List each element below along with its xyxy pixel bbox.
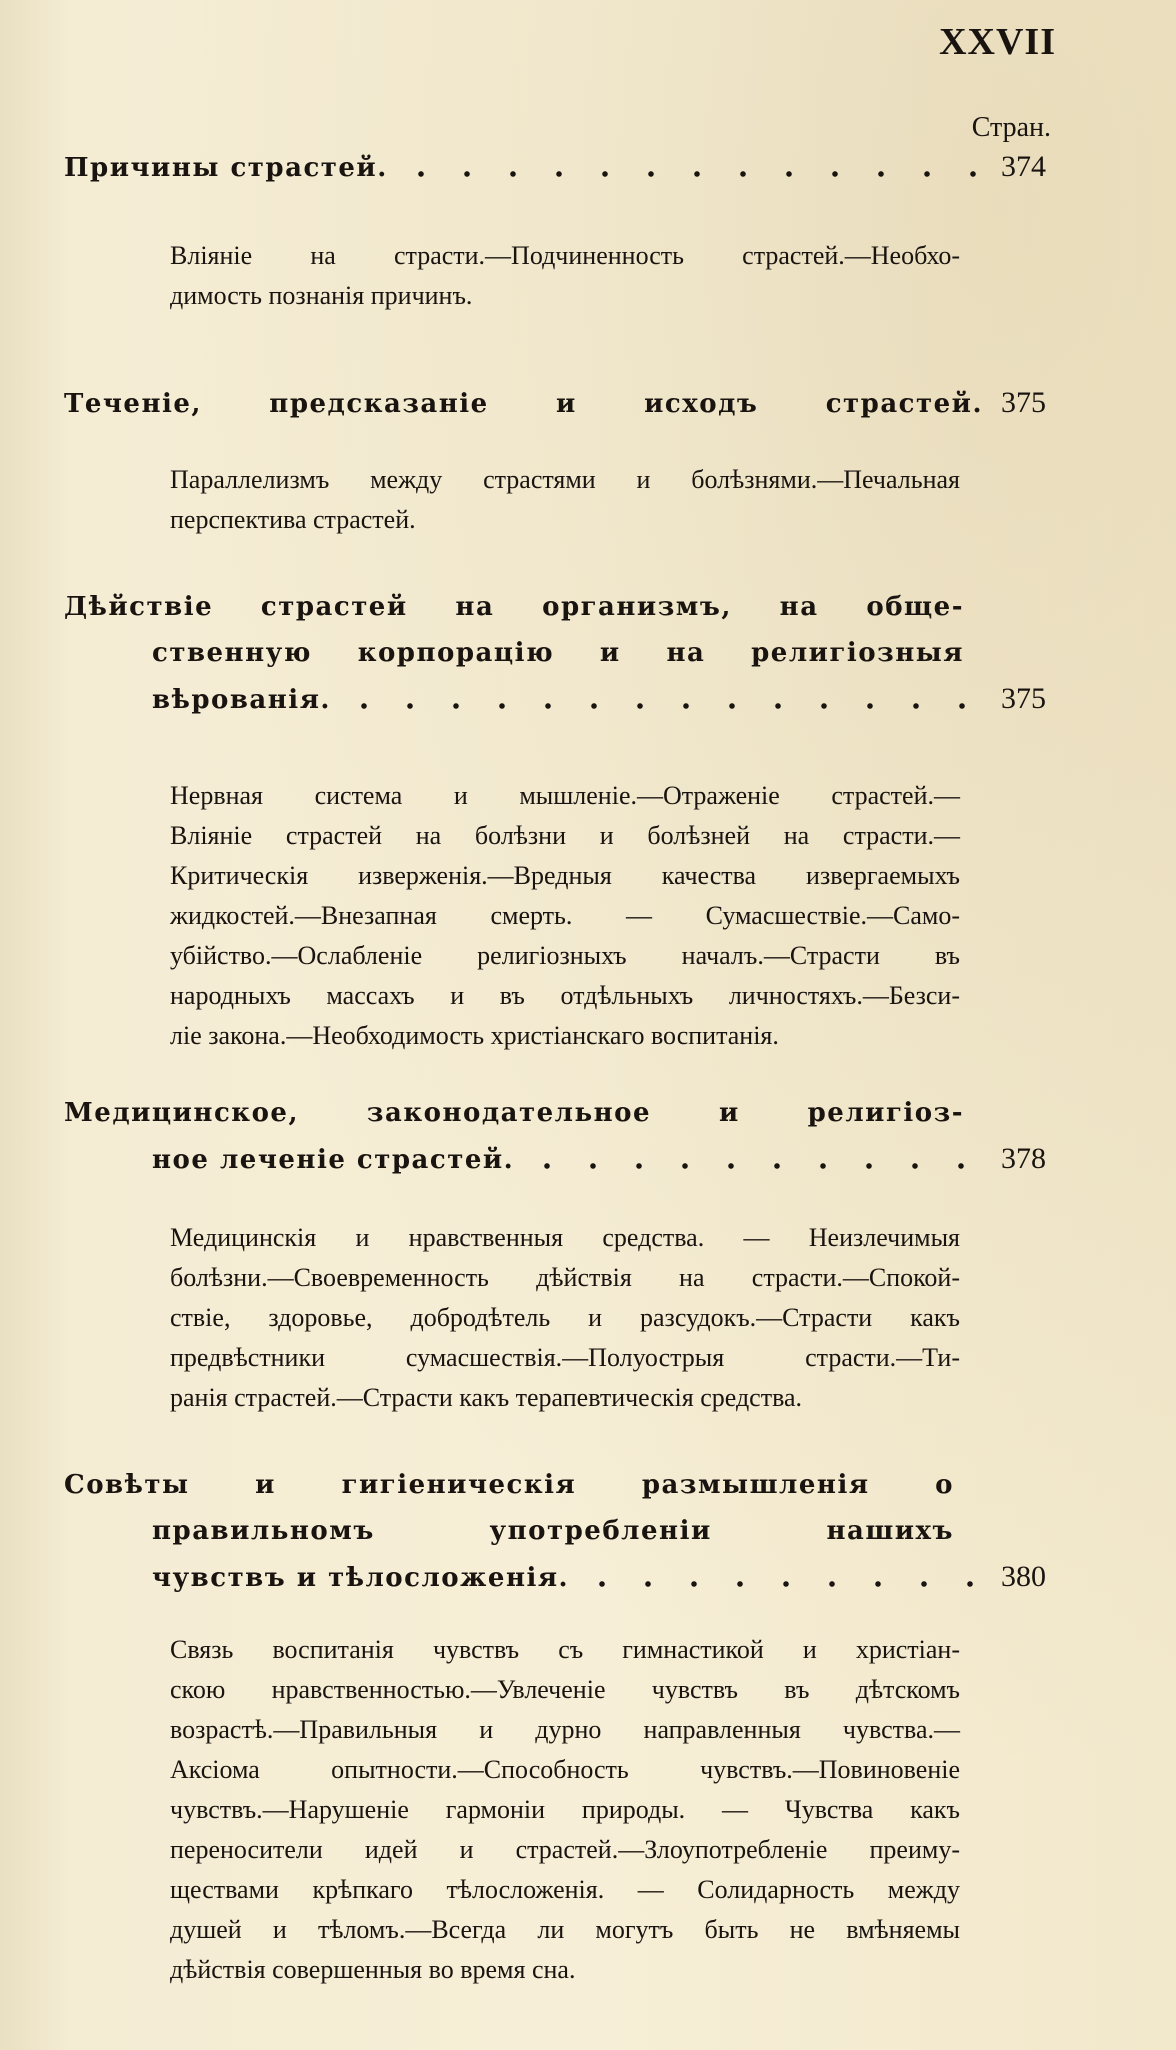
toc-entry-title-continued[interactable] [64,676,1046,723]
entry-title-line: Дѣйствіе страстей на организмъ, на обще- [64,592,964,622]
entry-title-line: правильномъ употребленіи нашихъ [152,1516,954,1546]
toc-entry-summary [170,460,960,540]
summary-line: Нервная система и мышленіе.—Отраженіе страстей.— [170,781,960,810]
toc-entry-title[interactable] [64,584,964,676]
summary-line: Аксіома опытности.—Способность чувствъ.—Повиновеніе [170,1755,960,1784]
entry-page-ref: 375 [1001,386,1046,419]
toc-entry-title-continued[interactable] [64,1554,1046,1601]
summary-line: Параллелизмъ между страстями и болѣзнями.—Печальная [170,465,960,494]
summary-line: ствіе, здоровье, добродѣтель и разсудокъ.—Страсти какъ [170,1303,960,1332]
summary-line: Вліяніе страстей на болѣзни и болѣзней на страсти.— [170,821,960,850]
entry-page-ref: 375 [1001,682,1046,715]
entry-title-text: чувствъ и тѣлосложенія. [152,1563,570,1593]
dot-leader [524,1162,991,1170]
toc-entry-title[interactable] [64,380,1046,427]
entry-title-text: Теченіе, предсказаніе и исходъ страстей. [64,389,983,419]
summary-line: чувствъ.—Нарушеніе гармоніи природы. — Чувства какъ [170,1795,960,1824]
summary-line: Медицинскія и нравственныя средства. — Неизлечимыя [170,1223,960,1252]
entry-page-ref: 378 [1001,1142,1046,1175]
entry-page-ref: 374 [1001,150,1046,183]
summary-line: перспектива страстей. [170,505,416,534]
dot-leader [341,702,991,710]
summary-line: жидкостей.—Внезапная смерть. — Сумасшествіе.—Само- [170,901,960,930]
entry-title-text: ное леченіе страстей. [152,1145,515,1175]
toc-entry-summary [170,1218,960,1418]
summary-line: ранія страстей.—Страсти какъ терапевтическія средства. [170,1383,803,1412]
summary-line: народныхъ массахъ и въ отдѣльныхъ личностяхъ.—Безси- [170,981,960,1010]
summary-line: переносители идей и страстей.—Злоупотребленіе преиму- [170,1835,960,1864]
summary-line: возрастѣ.—Правильныя и дурно направленныя чувства.— [170,1715,960,1744]
entry-title-line: Совѣты и гигіеническія размышленія о [64,1470,954,1500]
page-column-label: Стран. [971,112,1051,143]
toc-entry-summary [170,236,960,316]
dot-leader [579,1580,991,1588]
summary-line: скою нравственностью.—Увлеченіе чувствъ въ дѣтскомъ [170,1675,960,1704]
summary-line: ществами крѣпкаго тѣлосложенія. — Солидарность между [170,1875,960,1904]
summary-line: Критическія изверженія.—Вредныя качества извергаемыхъ [170,861,960,890]
toc-entry-title-continued[interactable] [64,1508,954,1554]
toc-entry-title[interactable] [64,144,1046,191]
entry-title-text: Причины страстей. [64,153,388,183]
dot-leader [398,170,991,178]
entry-page-ref: 380 [1001,1560,1046,1593]
summary-line: болѣзни.—Своевременность дѣйствія на страсти.—Спокой- [170,1263,960,1292]
entry-title-line: Медицинское, законодательное и религіоз- [64,1098,964,1128]
summary-line: душей и тѣломъ.—Всегда ли могутъ быть не вмѣняемы [170,1915,960,1944]
summary-line: димость познанія причинъ. [170,281,473,310]
entry-title-text: вѣрованія. [152,685,331,715]
summary-line: убійство.—Ослабленіе религіозныхъ началъ.—Страсти въ [170,941,960,970]
summary-line: Связь воспитанія чувствъ съ гимнастикой и христіан- [170,1635,960,1664]
page-number: XXVII [939,21,1056,63]
toc-entry-title[interactable] [64,1090,964,1136]
toc-entry-title[interactable] [64,1462,954,1508]
toc-entry-summary [170,1630,960,1990]
toc-entry-summary [170,776,960,1056]
entry-title-line: ственную корпорацію и на религіозныя [152,638,964,668]
summary-line: ліе закона.—Необходимость христіанскаго воспитанія. [170,1021,779,1050]
summary-line: дѣйствія совершенныя во время сна. [170,1955,576,1984]
summary-line: Вліяніе на страсти.—Подчиненность страстей.—Необхо- [170,241,960,270]
toc-entry-title-continued[interactable] [64,1136,1046,1183]
summary-line: предвѣстники сумасшествія.—Полуострыя страсти.—Ти- [170,1343,960,1372]
